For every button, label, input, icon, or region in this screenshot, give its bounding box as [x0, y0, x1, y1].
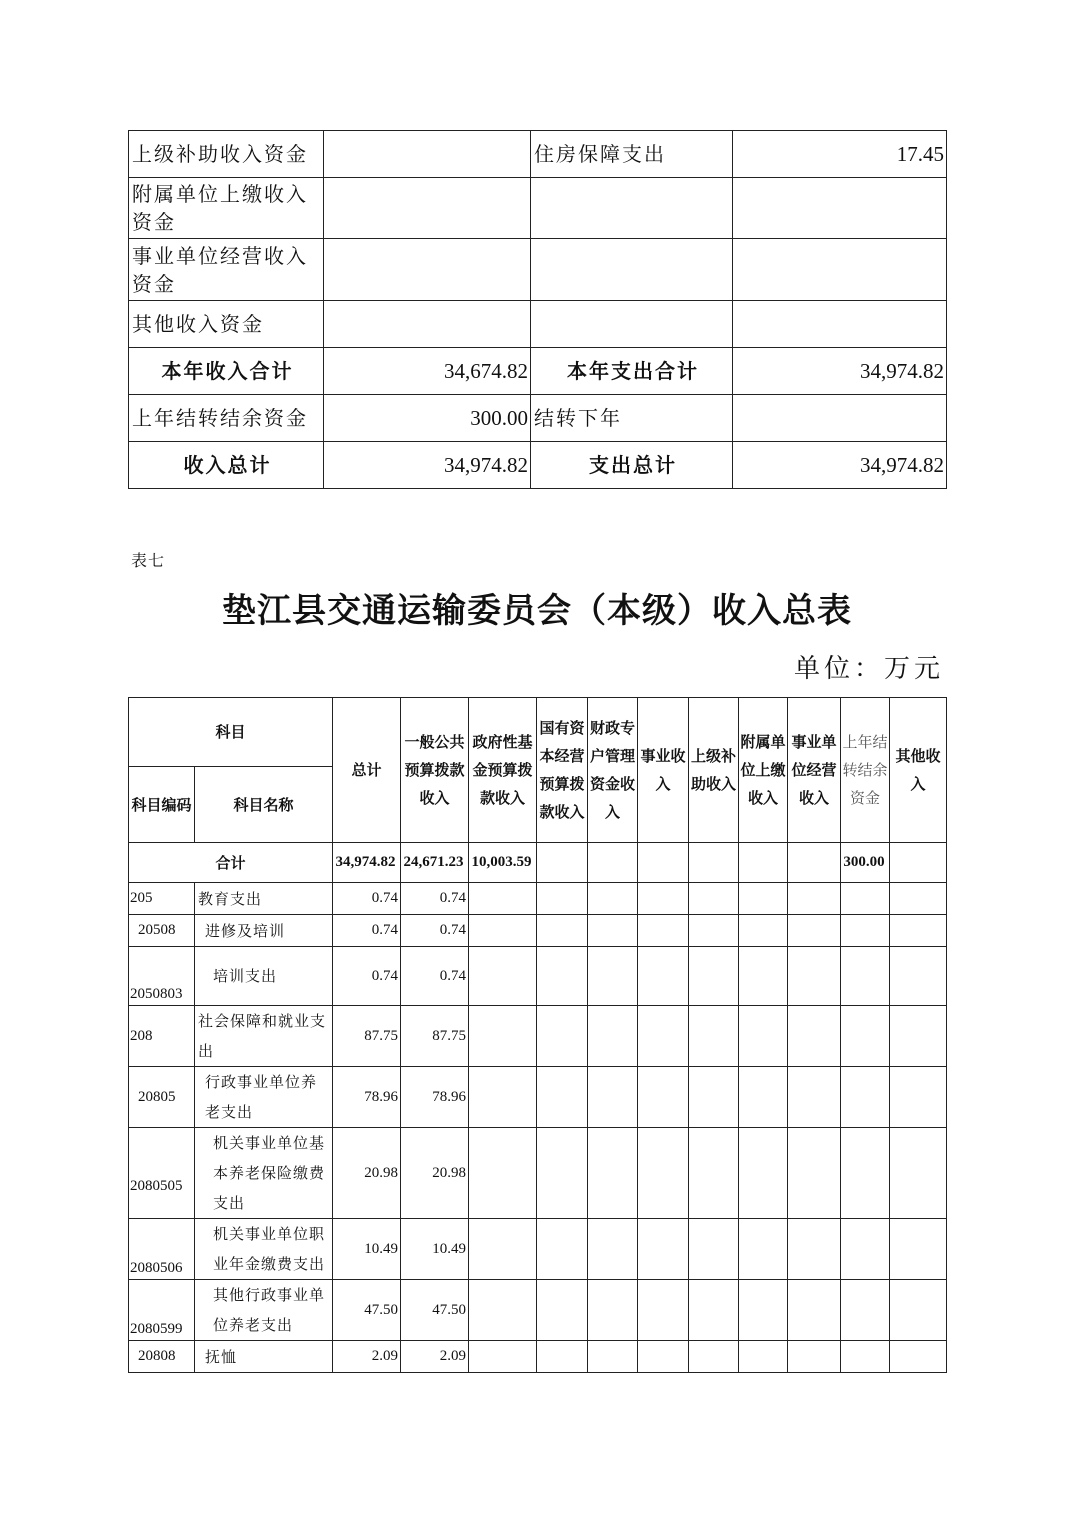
header-subject-code: 科目编码: [129, 767, 195, 843]
subject-name: 其他行政事业单位养老支出: [195, 1280, 333, 1341]
grand-expense-total: 34,974.82: [733, 442, 947, 489]
row-total: 10.49: [333, 1219, 401, 1280]
row-general-budget: 10.49: [401, 1219, 469, 1280]
annual-expense-total-label: 本年支出合计: [531, 348, 733, 395]
subject-code: 2080505: [129, 1128, 195, 1219]
row-total: 87.75: [333, 1006, 401, 1067]
expense-amount: [733, 178, 947, 239]
expense-amount: [733, 395, 947, 442]
table-row: [129, 1219, 947, 1280]
subject-code: 20808: [129, 1341, 195, 1373]
table-number-label: 表七: [131, 551, 166, 570]
income-amount: [324, 301, 531, 348]
row-general-budget: 87.75: [401, 1006, 469, 1067]
table-row: [129, 178, 947, 239]
row-general-budget: 78.96: [401, 1067, 469, 1128]
table-row: [129, 131, 947, 178]
total-row-general-budget: 24,671.23: [401, 843, 469, 883]
subject-name: 培训支出: [195, 947, 333, 1006]
header-other: 其他收入: [890, 698, 947, 843]
income-label: 事业单位经营收入资金: [129, 239, 324, 301]
income-amount: [324, 131, 531, 178]
row-total: 2.09: [333, 1341, 401, 1373]
total-row-gov-fund: 10,003.59: [469, 843, 537, 883]
subject-code: 2080599: [129, 1280, 195, 1341]
header-operating: 事业单位经营收入: [788, 698, 841, 843]
expense-amount: [733, 301, 947, 348]
subject-name: 教育支出: [195, 883, 333, 915]
expense-label: [531, 301, 733, 348]
subject-code: 2050803: [129, 947, 195, 1006]
income-expense-summary-table: [128, 130, 947, 489]
expense-label: [531, 239, 733, 301]
total-row-cell: [890, 843, 947, 883]
income-amount: [324, 178, 531, 239]
row-general-budget: 20.98: [401, 1128, 469, 1219]
table-row: [129, 239, 947, 301]
header-state-capital: 国有资本经营预算拨款收入: [537, 698, 588, 843]
table-row: [129, 947, 947, 1006]
total-row-cell: [788, 843, 841, 883]
row-total: 47.50: [333, 1280, 401, 1341]
expense-amount: 17.45: [733, 131, 947, 178]
header-row: [129, 698, 947, 767]
total-row: [129, 843, 947, 883]
expense-label: 结转下年: [531, 395, 733, 442]
row-total: 0.74: [333, 883, 401, 915]
total-row-total: 34,974.82: [333, 843, 401, 883]
header-superior-subsidy: 上级补助收入: [689, 698, 739, 843]
annual-expense-total: 34,974.82: [733, 348, 947, 395]
total-row-cell: [739, 843, 788, 883]
subject-name: 进修及培训: [195, 915, 333, 947]
income-label: 其他收入资金: [129, 301, 324, 348]
table-row: [129, 348, 947, 395]
expense-amount: [733, 239, 947, 301]
header-general-budget: 一般公共预算拨款收入: [401, 698, 469, 843]
row-general-budget: 0.74: [401, 883, 469, 915]
header-business-income: 事业收入: [638, 698, 689, 843]
grand-expense-total-label: 支出总计: [531, 442, 733, 489]
income-label: 上级补助收入资金: [129, 131, 324, 178]
expense-label: [531, 178, 733, 239]
unit-label: 单位：万元: [793, 654, 944, 684]
grand-income-total: 34,974.82: [324, 442, 531, 489]
row-total: 20.98: [333, 1128, 401, 1219]
income-label: 附属单位上缴收入资金: [129, 178, 324, 239]
row-total: 78.96: [333, 1067, 401, 1128]
table-row: [129, 1280, 947, 1341]
income-amount: [324, 239, 531, 301]
table-row: [129, 1128, 947, 1219]
subject-name: 抚恤: [195, 1341, 333, 1373]
table-row: [129, 1006, 947, 1067]
row-general-budget: 0.74: [401, 947, 469, 1006]
subject-code: 2080506: [129, 1219, 195, 1280]
expense-label: 住房保障支出: [531, 131, 733, 178]
header-affiliated: 附属单位上缴收入: [739, 698, 788, 843]
table-row: [129, 1067, 947, 1128]
subject-code: 20805: [129, 1067, 195, 1128]
subject-code: 205: [129, 883, 195, 915]
total-row-label: 合计: [129, 843, 333, 883]
table-row: [129, 442, 947, 489]
total-row-cell: [588, 843, 638, 883]
table-row: [129, 1341, 947, 1373]
subject-name: 机关事业单位职业年金缴费支出: [195, 1219, 333, 1280]
subject-code: 20508: [129, 915, 195, 947]
header-carryover: 上年结转结余资金: [841, 698, 890, 843]
subject-code: 208: [129, 1006, 195, 1067]
subject-name: 机关事业单位基本养老保险缴费支出: [195, 1128, 333, 1219]
subject-name: 社会保障和就业支出: [195, 1006, 333, 1067]
total-row-cell: [638, 843, 689, 883]
row-total: 0.74: [333, 915, 401, 947]
page-title: 垫江县交通运输委员会（本级）收入总表: [222, 591, 852, 631]
subject-name: 行政事业单位养老支出: [195, 1067, 333, 1128]
table-row: [129, 883, 947, 915]
annual-income-total: 34,674.82: [324, 348, 531, 395]
total-row-cell: [689, 843, 739, 883]
header-total: 总计: [333, 698, 401, 843]
row-general-budget: 2.09: [401, 1341, 469, 1373]
table-row: [129, 395, 947, 442]
income-summary-table: [128, 697, 947, 1373]
header-subject: 科目: [129, 698, 333, 767]
header-subject-name: 科目名称: [195, 767, 333, 843]
row-general-budget: 47.50: [401, 1280, 469, 1341]
annual-income-total-label: 本年收入合计: [129, 348, 324, 395]
header-gov-fund: 政府性基金预算拨款收入: [469, 698, 537, 843]
income-amount: 300.00: [324, 395, 531, 442]
row-total: 0.74: [333, 947, 401, 1006]
row-general-budget: 0.74: [401, 915, 469, 947]
header-special-account: 财政专户管理资金收入: [588, 698, 638, 843]
total-row-carryover: 300.00: [841, 843, 890, 883]
income-label: 上年结转结余资金: [129, 395, 324, 442]
total-row-cell: [537, 843, 588, 883]
grand-income-total-label: 收入总计: [129, 442, 324, 489]
table-row: [129, 915, 947, 947]
table-row: [129, 301, 947, 348]
